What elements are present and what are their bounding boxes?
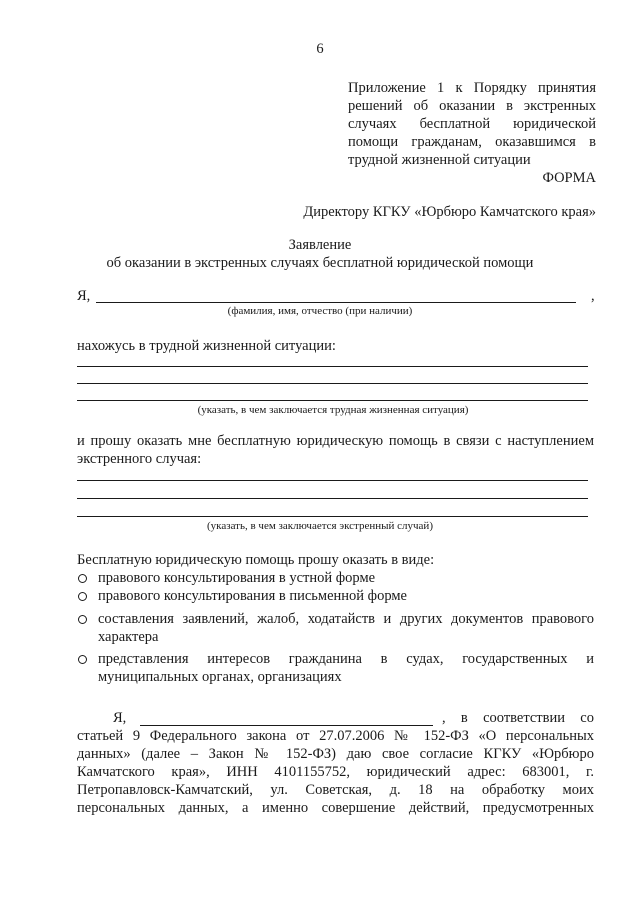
emergency-field-line[interactable] xyxy=(77,480,588,481)
help-option-label: правового консультирования в устной форме xyxy=(98,570,376,586)
radio-option-icon[interactable] xyxy=(78,615,87,624)
situation-label: нахожусь в трудной жизненной ситуации: xyxy=(77,338,336,354)
help-option-label: правового консультирования в письменной форме xyxy=(98,588,407,604)
consent-text-line: статьей 9 Федерального закона от 27.07.2006 № 152-ФЗ «О персональных xyxy=(77,728,594,744)
radio-option-icon[interactable] xyxy=(78,592,87,601)
emergency-field-line[interactable] xyxy=(77,498,588,499)
appendix-line: случаях бесплатной юридической xyxy=(348,116,596,132)
emergency-text-line: и прошу оказать мне бесплатную юридическую помощь в связи с наступлением xyxy=(77,433,594,449)
radio-option-icon[interactable] xyxy=(78,574,87,583)
radio-option-icon[interactable] xyxy=(78,655,87,664)
situation-field-line[interactable] xyxy=(77,383,588,384)
situation-field-line[interactable] xyxy=(77,400,588,401)
consent-prefix: Я, xyxy=(113,710,127,726)
help-form-label: Бесплатную юридическую помощь прошу оказать в виде: xyxy=(77,552,435,568)
applicant-name-field[interactable] xyxy=(96,302,576,303)
applicant-suffix: , xyxy=(591,288,595,304)
appendix-line: решений об оказании в экстренных xyxy=(348,98,596,114)
help-option-label: представления интересов гражданина в судах, государственных и xyxy=(98,651,594,667)
page-number: 6 xyxy=(316,41,324,57)
situation-hint: (указать, в чем заключается трудная жизненная ситуация) xyxy=(197,404,469,416)
emergency-text-line: экстренного случая: xyxy=(77,451,202,467)
consent-name-field[interactable] xyxy=(140,725,433,726)
document-title: Заявление xyxy=(288,237,352,253)
addressee: Директору КГКУ «Юрбюро Камчатского края» xyxy=(303,204,596,220)
consent-text-line: Камчатского края», ИНН 4101155752, юридический адрес: 683001, г. xyxy=(77,764,594,780)
document-subtitle: об оказании в экстренных случаях бесплатной юридической помощи xyxy=(106,255,534,271)
appendix-line: трудной жизненной ситуации xyxy=(348,152,531,168)
consent-suffix: , в соответствии со xyxy=(442,710,594,726)
appendix-line: помощи гражданам, оказавшимся в xyxy=(348,134,596,150)
situation-field-line[interactable] xyxy=(77,366,588,367)
help-option-label: муниципальных органах, организациях xyxy=(98,669,342,685)
consent-text-line: Петропавловск-Камчатский, ул. Советская, д. 18 на обработку моих xyxy=(77,782,594,798)
consent-text-line: данных» (далее – Закон № 152-ФЗ) даю свое согласие КГКУ «Юрбюро xyxy=(77,746,594,762)
form-label: ФОРМА xyxy=(542,170,596,186)
emergency-hint: (указать, в чем заключается экстренный случай) xyxy=(207,520,433,532)
emergency-field-line[interactable] xyxy=(77,516,588,517)
applicant-hint: (фамилия, имя, отчество (при наличии) xyxy=(227,305,413,317)
appendix-line: Приложение 1 к Порядку принятия xyxy=(348,80,596,96)
applicant-prefix: Я, xyxy=(77,288,91,304)
consent-text-line: персональных данных, а именно совершение действий, предусмотренных xyxy=(77,800,594,816)
help-option-label: характера xyxy=(98,629,159,645)
help-option-label: составления заявлений, жалоб, ходатайств и других документов правового xyxy=(98,611,594,627)
